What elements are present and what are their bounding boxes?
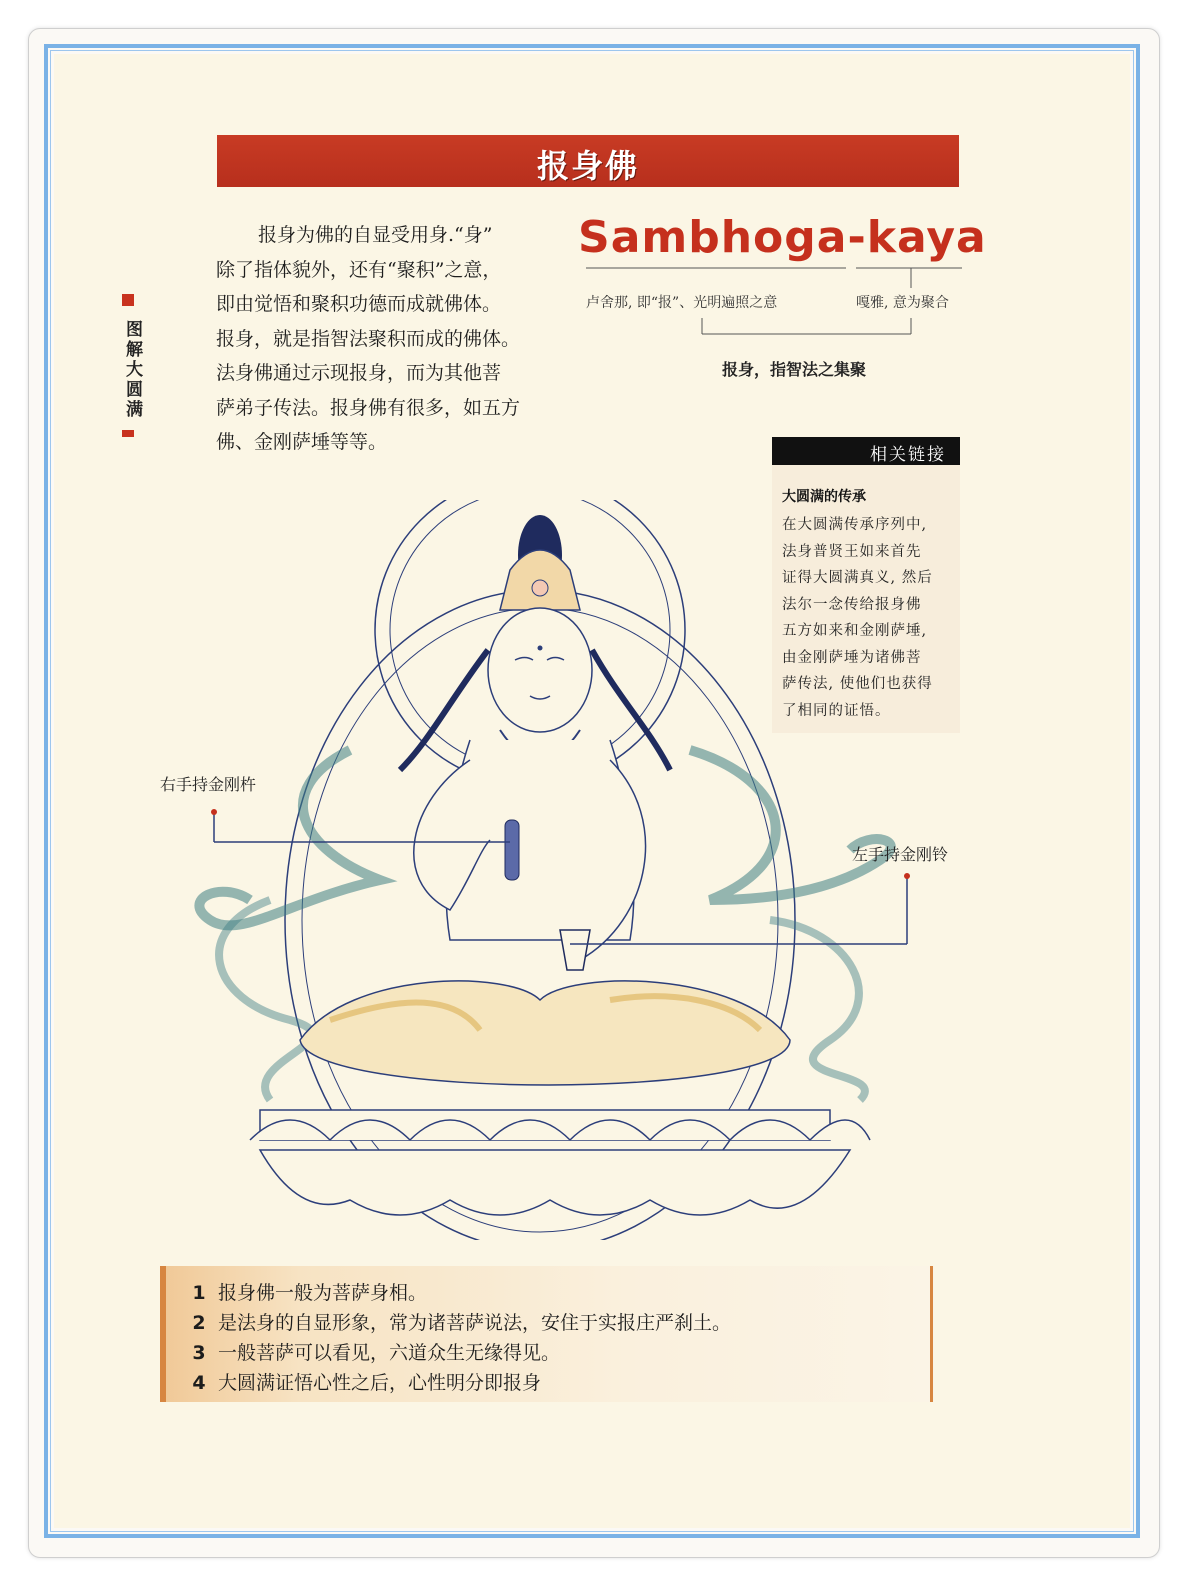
page-title: 报身佛	[536, 147, 639, 185]
intro-line: 报身，就是指智法聚积而成的佛体。	[216, 327, 521, 350]
intro-paragraph	[216, 218, 546, 460]
summary-text: 一般菩萨可以看见，六道众生无缘得见。	[218, 1342, 561, 1364]
summary-text: 是法身的自显形象，常为诸菩萨说法，安住于实报庄严刹土。	[218, 1312, 732, 1334]
summary-item	[188, 1308, 731, 1338]
chapter-label: 图解大圆满	[122, 320, 142, 420]
related-line: 法尔一念传给报身佛	[782, 596, 922, 613]
summary-text: 大圆满证悟心性之后，心性明分即报身	[218, 1372, 542, 1394]
etymology-part1: 卢舍那, 即“报”、光明遍照之意	[586, 295, 778, 311]
related-line: 法身普贤王如来首先	[782, 543, 922, 560]
summary-item	[188, 1338, 731, 1368]
left-hand-label: 左手持金刚铃	[852, 845, 949, 864]
marker-square-icon	[122, 430, 134, 437]
chapter-marker	[120, 294, 142, 437]
summary-number: 3	[192, 1342, 206, 1364]
sambhogakaya-buddha-illustration	[150, 500, 1050, 1240]
sanskrit-term: Sambhoga-kaya	[578, 212, 987, 263]
related-line: 了相同的证悟。	[782, 702, 891, 719]
related-line: 五方如来和金刚萨埵,	[782, 623, 928, 639]
related-tab-label: 相关链接	[870, 445, 946, 465]
related-title: 大圆满的传承	[782, 489, 866, 505]
title-banner	[217, 135, 959, 187]
summary-item	[188, 1368, 731, 1398]
intro-line: 萨弟子传法。报身佛有很多，如五方	[216, 396, 521, 419]
intro-line: “身”	[454, 224, 493, 246]
summary-border-left	[160, 1266, 166, 1402]
marker-square-icon	[122, 294, 134, 306]
summary-border-right	[930, 1266, 933, 1402]
term-meaning: 报身，指智法之集聚	[722, 360, 867, 379]
summary-text: 报身佛一般为菩萨身相。	[218, 1282, 428, 1304]
right-hand-label: 右手持金刚杵	[160, 775, 257, 794]
related-line: 萨传法, 使他们也获得	[782, 676, 933, 692]
etymology-part2: 嘎雅, 意为聚合	[856, 295, 949, 311]
intro-line: 法身佛通过示现报身，而为其他菩	[216, 362, 502, 384]
intro-line: 佛、金刚萨埵等等。	[216, 431, 388, 453]
summary-list	[188, 1278, 731, 1398]
related-line: 在大圆满传承序列中,	[782, 517, 928, 533]
summary-number: 2	[192, 1312, 206, 1334]
summary-number: 4	[192, 1372, 206, 1394]
related-line: 由金刚萨埵为诸佛菩	[782, 649, 922, 666]
intro-line: 即由觉悟和聚积功德而成就佛体。	[216, 293, 502, 315]
summary-number: 1	[192, 1282, 206, 1304]
intro-line: 报身为佛的自显受用身.	[258, 224, 455, 246]
intro-line: 除了指体貌外，还有“聚积”之意，	[216, 258, 502, 281]
summary-item	[188, 1278, 731, 1308]
related-line: 证得大圆满真义, 然后	[782, 570, 933, 586]
related-link-tab	[772, 437, 960, 465]
